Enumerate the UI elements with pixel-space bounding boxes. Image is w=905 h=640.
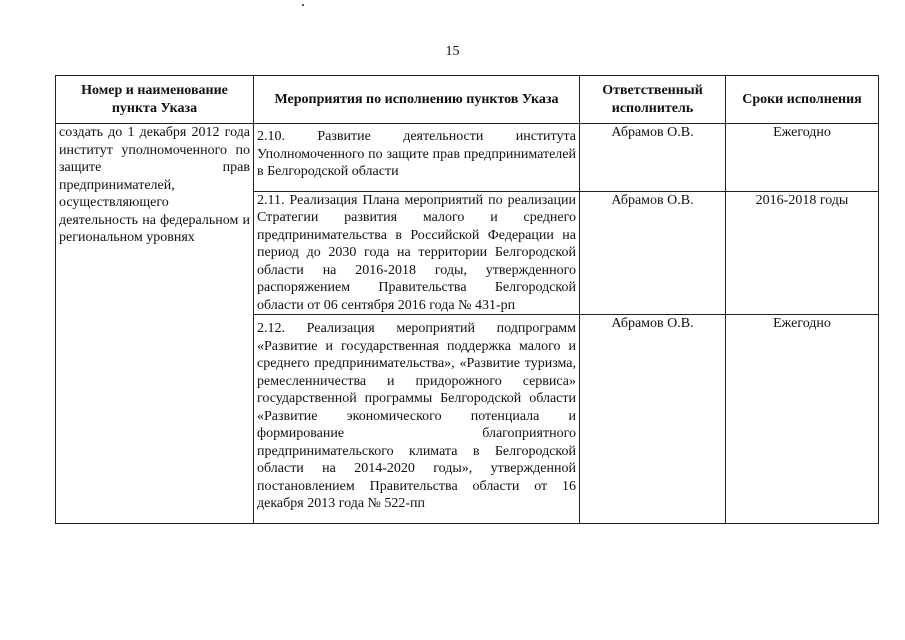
- executor-cell: Абрамов О.В.: [580, 191, 726, 315]
- measure-cell: 2.11. Реализация Плана мероприятий по реализации Стратегии развития малого и среднего предпринимательства в Российской Федерации на период до 2030 года на территории Белгородской области на 2016-2018 годы, утвержденного распоряжением Правительства Белгородской области от 06 сентября 2016 года № 431-рп: [254, 191, 580, 315]
- measure-cell: 2.10. Развитие деятельности института Уполномоченного по защите прав предпринимателей в Белгородской области: [254, 124, 580, 192]
- page-number: 15: [445, 44, 460, 59]
- deadline-cell: Ежегодно: [726, 315, 879, 524]
- header-deadline: Сроки исполнения: [726, 76, 879, 124]
- executor-cell: Абрамов О.В.: [580, 315, 726, 524]
- decree-item-cell: создать до 1 декабря 2012 года институт уполномоченного по защите прав предпринимателей, осуществляющего деятельность на федеральном и региональном уровнях: [56, 124, 254, 524]
- table-header-row: [56, 76, 879, 124]
- measures-table: [55, 75, 879, 524]
- header-decree-item: Номер и наименование пункта Указа: [56, 76, 254, 124]
- scan-speck: [302, 4, 304, 6]
- header-measures: Мероприятия по исполнению пунктов Указа: [254, 76, 580, 124]
- executor-cell: Абрамов О.В.: [580, 124, 726, 192]
- table-row: [56, 124, 879, 192]
- deadline-cell: Ежегодно: [726, 124, 879, 192]
- deadline-cell: 2016-2018 годы: [726, 191, 879, 315]
- measure-cell: 2.12. Реализация мероприятий подпрограмм «Развитие и государственная поддержка малого и среднего предпринимательства», «Развитие туризма, ремесленничества и придорожного сервиса» государственной программы Белгородской области «Развитие экономического потенциала и формирование благоприятного предпринимательского климата в Белгородской области на 2014-2020 годы», утвержденной постановлением Правительства области от 16 декабря 2013 года № 522-пп: [254, 315, 580, 524]
- header-executor: Ответственный исполнитель: [580, 76, 726, 124]
